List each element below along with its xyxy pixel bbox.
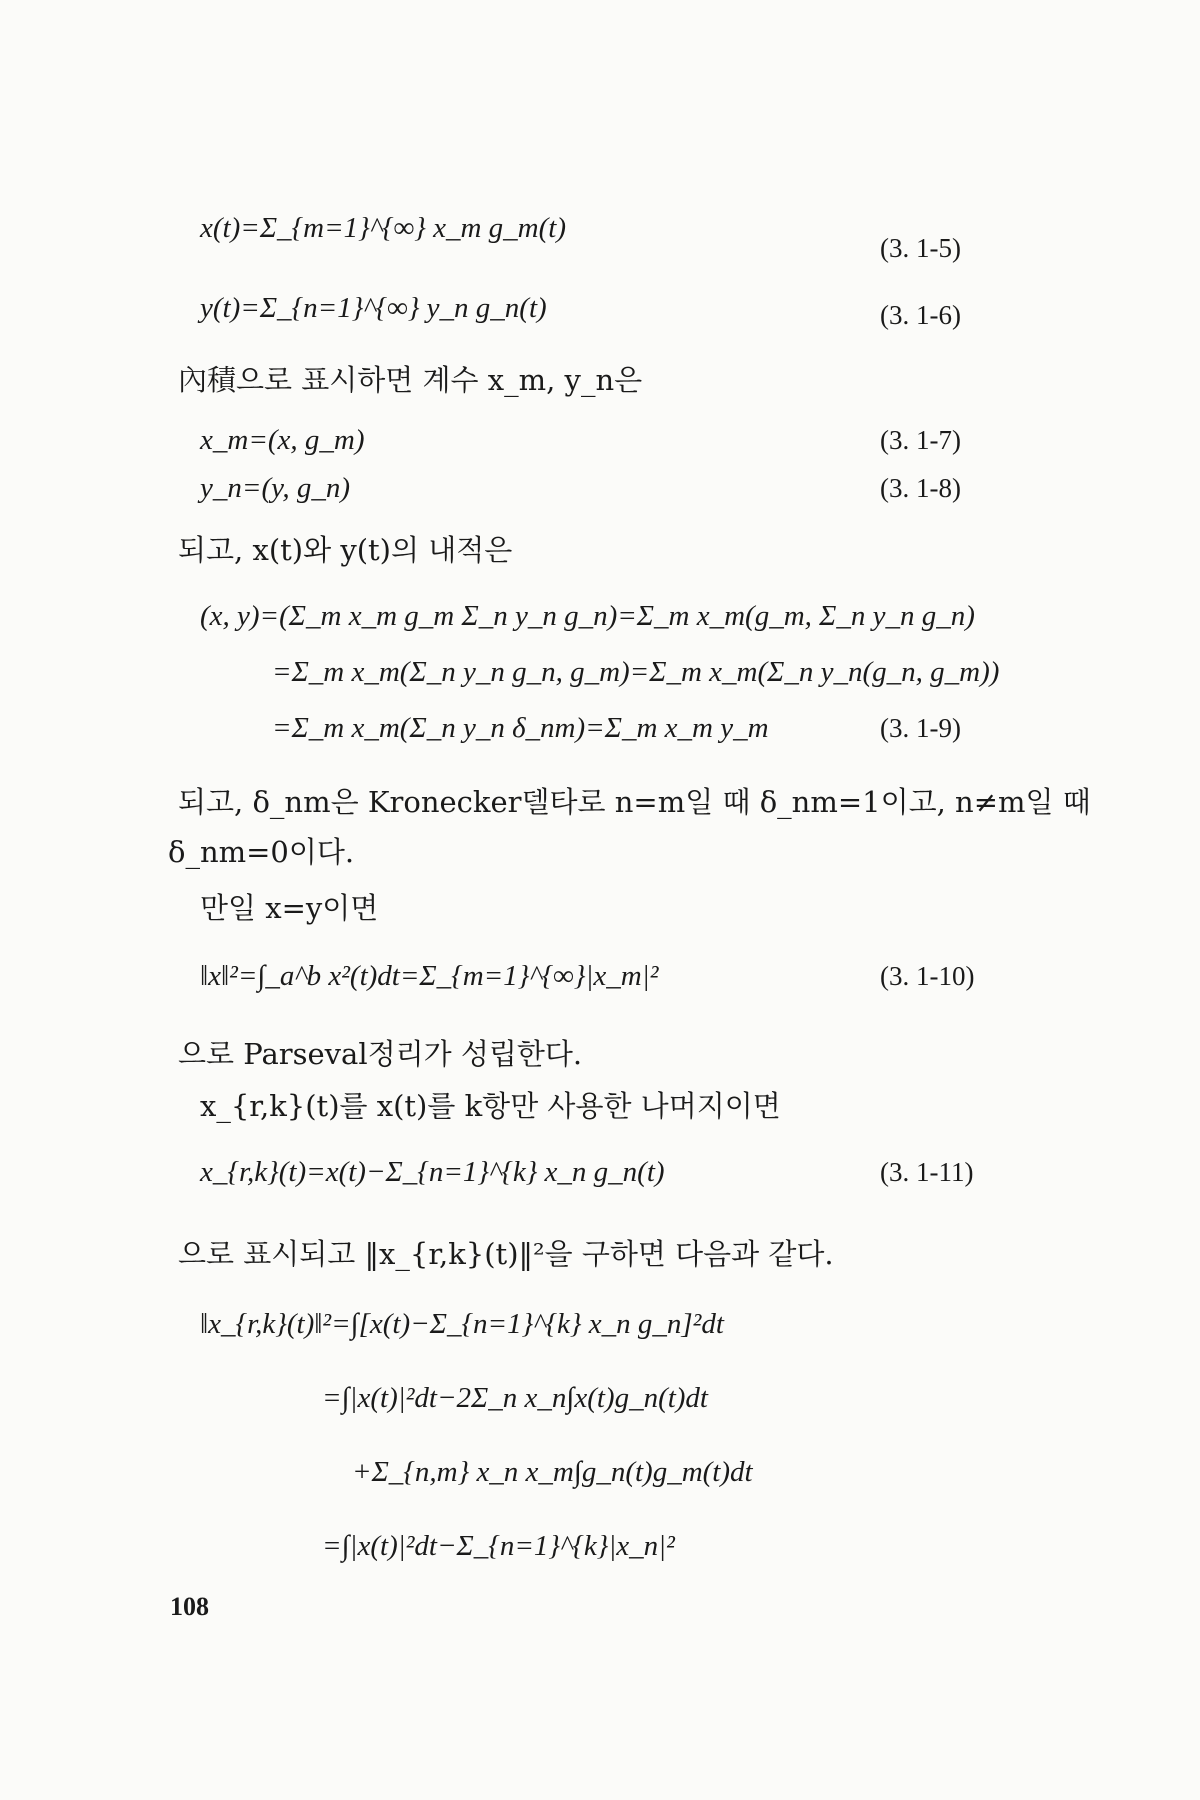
equation-3-1-6: y(t)=Σ_{n=1}^{∞} y_n g_n(t) <box>200 292 547 324</box>
paragraph: 되고, δ_nm은 Kronecker델타로 n=m일 때 δ_nm=1이고, n≠m일 때 <box>178 785 1091 819</box>
equation-number: (3. 1-6) <box>880 300 961 330</box>
equation-3-1-5: x(t)=Σ_{m=1}^{∞} x_m g_m(t) <box>200 212 566 244</box>
equation-number: (3. 1-10) <box>880 961 975 991</box>
paragraph: x_{r,k}(t)를 x(t)를 k항만 사용한 나머지이면 <box>200 1089 781 1123</box>
equation-number: (3. 1-7) <box>880 425 961 455</box>
equation-3-1-9-line-2: =Σ_m x_m(Σ_n y_n g_n, g_m)=Σ_m x_m(Σ_n y_n(g_n, g_m)) <box>272 656 1000 688</box>
equation-3-1-9-line-3: =Σ_m x_m(Σ_n y_n δ_nm)=Σ_m x_m y_m <box>272 712 769 744</box>
paragraph: 되고, x(t)와 y(t)의 내적은 <box>178 533 513 567</box>
paragraph: δ_nm=0이다. <box>168 835 355 869</box>
equation-number: (3. 1-9) <box>880 713 961 743</box>
equation-line: +Σ_{n,m} x_n x_m∫g_n(t)g_m(t)dt <box>352 1456 753 1488</box>
paragraph: 만일 x=y이면 <box>200 891 379 925</box>
page-number: 108 <box>170 1592 209 1621</box>
equation-3-1-8: y_n=(y, g_n) <box>200 472 351 504</box>
equation-line: ‖x_{r,k}(t)‖²=∫[x(t)−Σ_{n=1}^{k} x_n g_n]²dt <box>200 1308 724 1340</box>
equation-3-1-10: ‖x‖²=∫_a^b x²(t)dt=Σ_{m=1}^{∞}|x_m|² <box>200 960 659 992</box>
equation-number: (3. 1-5) <box>880 233 961 263</box>
equation-number: (3. 1-8) <box>880 473 961 503</box>
equation-3-1-9-line-1: (x, y)=(Σ_m x_m g_m Σ_n y_n g_n)=Σ_m x_m(g_m, Σ_n y_n g_n) <box>200 600 975 632</box>
equation-number: (3. 1-11) <box>880 1157 974 1187</box>
equation-3-1-7: x_m=(x, g_m) <box>200 424 365 456</box>
equation-line: =∫|x(t)|²dt−2Σ_n x_n∫x(t)g_n(t)dt <box>322 1382 708 1414</box>
paragraph: 으로 Parseval정리가 성립한다. <box>178 1037 583 1071</box>
equation-line: =∫|x(t)|²dt−Σ_{n=1}^{k}|x_n|² <box>322 1530 675 1562</box>
paragraph: 으로 표시되고 ‖x_{r,k}(t)‖²을 구하면 다음과 같다. <box>178 1237 834 1271</box>
equation-3-1-11: x_{r,k}(t)=x(t)−Σ_{n=1}^{k} x_n g_n(t) <box>200 1156 665 1188</box>
paragraph: 內積으로 표시하면 계수 x_m, y_n은 <box>178 363 643 397</box>
